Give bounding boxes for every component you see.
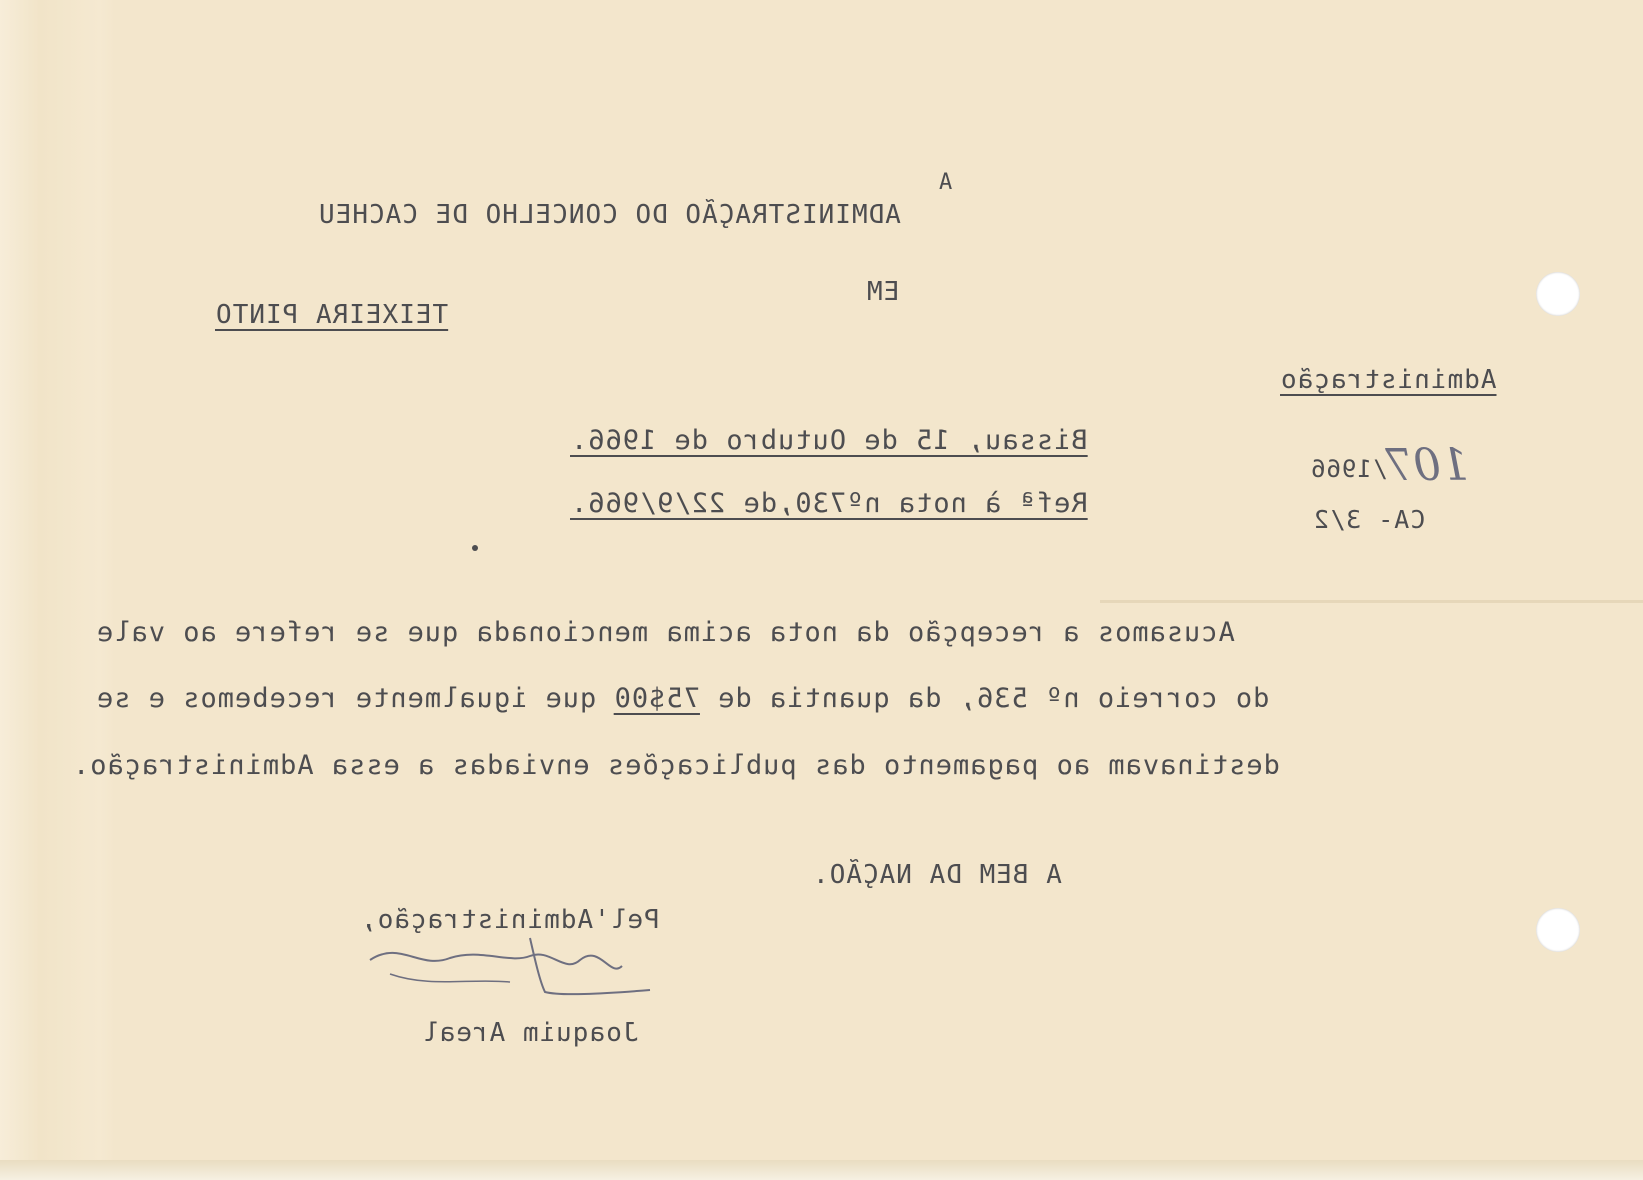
addressee-line: ADMINISTRAÇÃO DO CONCELHO DE CACHEU: [318, 200, 901, 230]
date-line: Bissau, 15 de Outubro de 1966.: [570, 425, 1088, 456]
register-year: /1966: [1310, 455, 1388, 483]
accent-mark: A: [938, 170, 953, 195]
signer-name: Joaquim Areal: [422, 1018, 639, 1048]
body-line-2-start: do correio nº 536, da quantia de: [699, 683, 1270, 714]
body-line-2-end: que igualmente recebemos e se: [96, 683, 614, 714]
handwritten-signature: [360, 930, 660, 1010]
ink-dot: [472, 545, 478, 551]
place-name: TEIXEIRA PINTO: [215, 300, 449, 330]
handwritten-register-number: 107: [1385, 440, 1469, 491]
punch-hole-top: [1536, 272, 1580, 316]
em-label: EM: [866, 277, 900, 307]
sender-label: Administração: [1280, 365, 1497, 395]
amount: 75$00: [613, 683, 700, 714]
signature-label: Pel'Administração,: [360, 905, 660, 935]
reference-line: Refª à nota nº730,de 22/9/966.: [570, 488, 1088, 519]
register-code: CA- 3/2: [1313, 505, 1426, 534]
left-fold-shadow: [0, 0, 115, 1180]
body-line-1: Acusamos a recepção da nota acima mencionada que se refere ao vale: [96, 617, 1235, 648]
body-line-2: [96, 683, 1269, 714]
bottom-page-edge: [0, 1160, 1643, 1180]
body-line-3: destinavam ao pagamento das publicações enviadas a essa Administração.: [72, 750, 1280, 781]
closing-line: A BEM DA NAÇÃO.: [812, 860, 1062, 890]
punch-hole-bottom: [1536, 908, 1580, 952]
horizontal-fold-line: [1100, 600, 1643, 603]
